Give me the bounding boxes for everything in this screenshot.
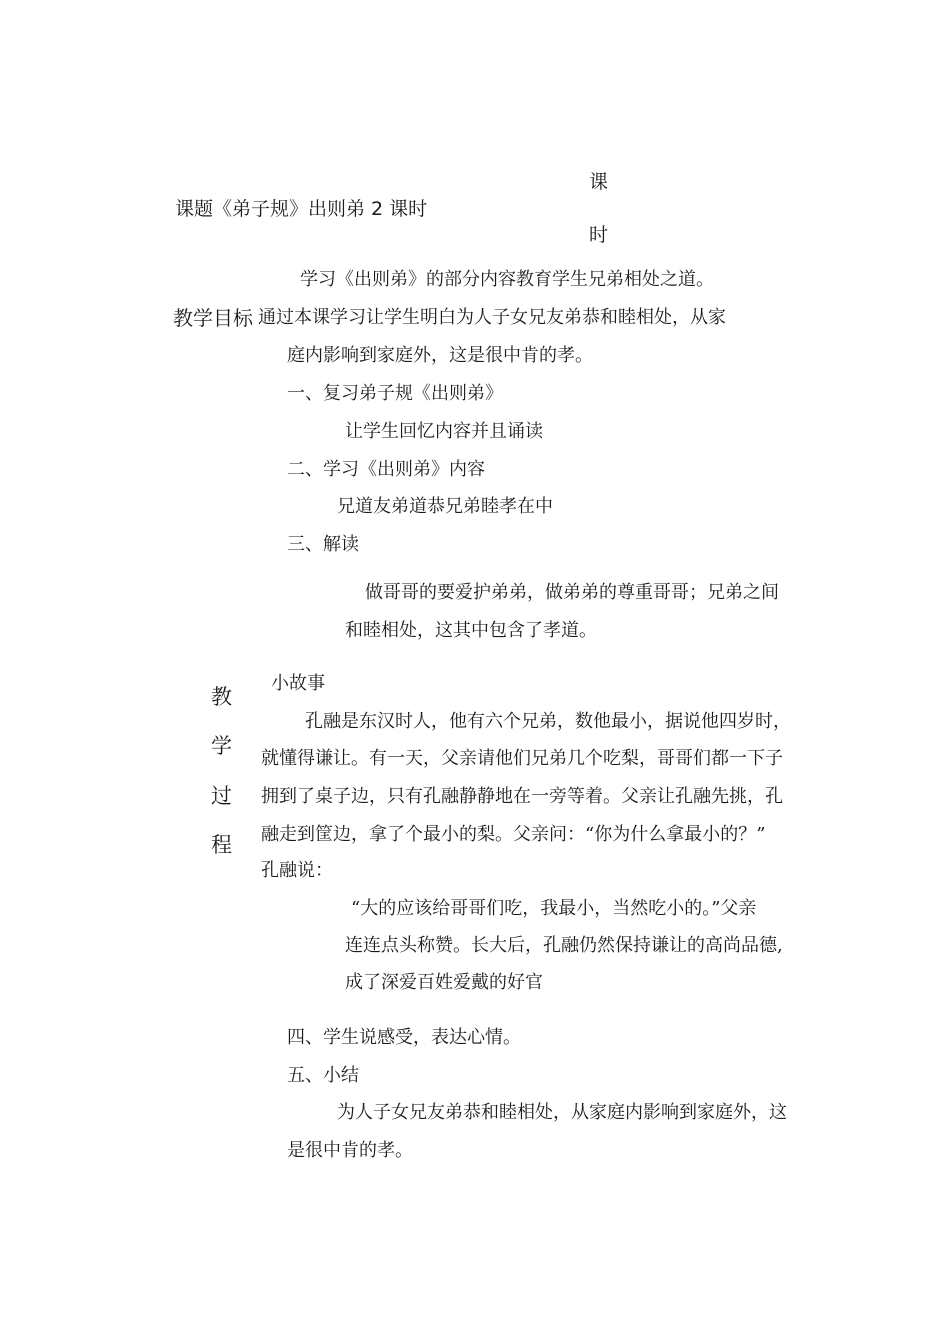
summary-line-2: 是很中肯的孝。 <box>287 1140 413 1161</box>
process-label-char-4: 程 <box>211 833 232 857</box>
step-1-heading: 一、复习弟子规《出则弟》 <box>287 383 503 404</box>
process-label-char-2: 学 <box>211 734 232 758</box>
step-3-detail-line-1: 做哥哥的要爱护弟弟，做弟弟的尊重哥哥；兄弟之间 <box>365 582 779 603</box>
step-2-detail: 兄道友弟道恭兄弟睦孝在中 <box>337 496 553 517</box>
lesson-title: 课题《弟子规》出则弟 2 课时 <box>175 198 428 220</box>
objective-line-1: 学习《出则弟》的部分内容教育学生兄弟相处之道。 <box>300 269 714 290</box>
process-label-char-3: 过 <box>211 784 232 808</box>
story-line: 拥到了桌子边，只有孔融静静地在一旁等着。父亲让孔融先挑，孔 <box>261 786 783 807</box>
story-line: 就懂得谦让。有一天，父亲请他们兄弟几个吃梨，哥哥们都一下子 <box>261 748 783 769</box>
step-3-heading: 三、解读 <box>287 534 359 555</box>
step-1-detail: 让学生回忆内容并且诵读 <box>345 421 543 442</box>
period-label-top: 课 <box>589 171 609 193</box>
quote-line: “大的应该给哥哥们吃，我最小，当然吃小的。”父亲 <box>351 898 757 919</box>
step-2-heading: 二、学习《出则弟》内容 <box>287 459 485 480</box>
summary-line-1: 为人子女兄友弟恭和睦相处，从家庭内影响到家庭外，这 <box>337 1102 787 1123</box>
story-line: 融走到筐边，拿了个最小的梨。父亲问：“你为什么拿最小的？” <box>261 824 766 845</box>
objective-line-3: 庭内影响到家庭外，这是很中肯的孝。 <box>287 345 593 366</box>
story-line: 孔融是东汉时人，他有六个兄弟，数他最小，据说他四岁时， <box>305 711 791 732</box>
objective-line-2: 通过本课学习让学生明白为人子女兄友弟恭和睦相处，从家 <box>258 307 726 328</box>
story-title: 小故事 <box>271 673 325 694</box>
quote-line: 连连点头称赞。长大后，孔融仍然保持谦让的高尚品德, <box>345 935 783 956</box>
process-label-char-1: 教 <box>211 685 232 709</box>
step-3-detail-line-2: 和睦相处，这其中包含了孝道。 <box>345 620 597 641</box>
period-label-bottom: 时 <box>589 224 609 246</box>
story-line: 孔融说： <box>261 860 333 881</box>
objectives-label: 教学目标 <box>173 306 253 330</box>
step-5-heading: 五、小结 <box>287 1065 359 1086</box>
quote-line: 成了深爱百姓爱戴的好官 <box>345 972 543 993</box>
step-4-heading: 四、学生说感受，表达心情。 <box>287 1027 521 1048</box>
